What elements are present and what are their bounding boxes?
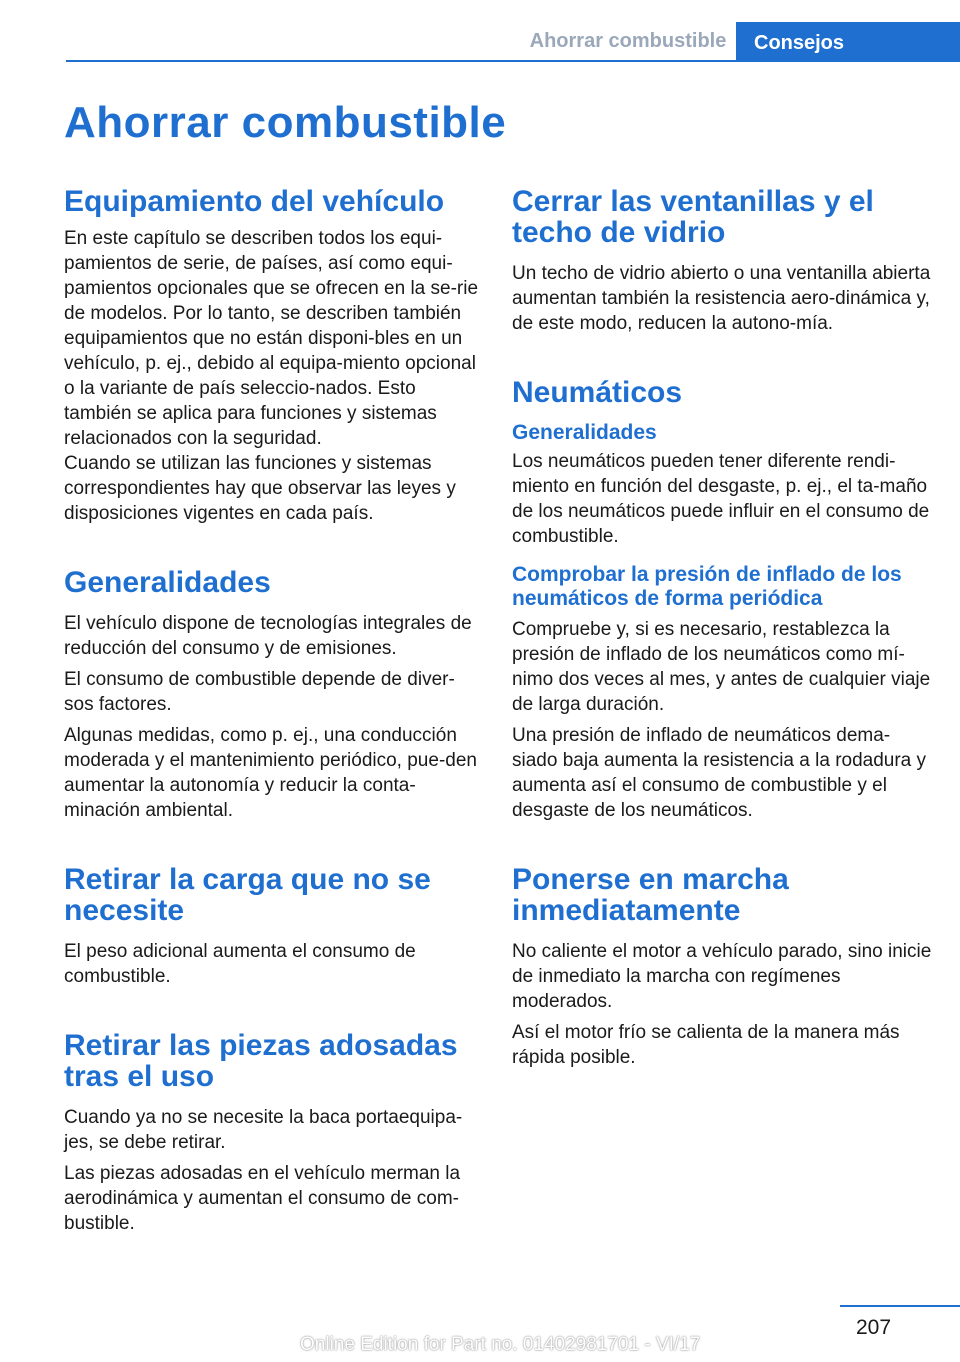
section-title-neumaticos: Neumáticos (512, 376, 683, 409)
header-section-label: Ahorrar combustible (529, 30, 727, 52)
paragraph: Un techo de vidrio abierto o una ventanilla abierta aumentan también la resistencia aero‐dinámica y, de este modo, reducen la autono‐mía. (512, 263, 931, 334)
right-column (512, 186, 932, 1070)
paragraph: Los neumáticos pueden tener diferente rendi‐miento en función del desgaste, p. ej., el ta‐maño de los neumáticos puede influir en el consumo de combustible. (512, 451, 930, 547)
subsection-title-presion: Comprobar la presión de inflado de los neumáticos de forma periódica (512, 563, 902, 610)
left-column (64, 186, 484, 1236)
paragraph: Cuando se utilizan las funciones y sistemas correspondientes hay que observar las leyes y disposiciones vigentes en cada país. (64, 453, 456, 524)
paragraph: Una presión de inflado de neumáticos dema‐siado baja aumenta la resistencia a la rodadura y aumenta así el consumo de combustible y el desgaste de los neumáticos. (512, 725, 927, 821)
page-title: Ahorrar combustible (64, 98, 507, 147)
paragraph: El peso adicional aumenta el consumo de combustible. (64, 941, 416, 987)
section-title-piezas-adosadas: Retirar las piezas adosadas tras el uso (64, 1029, 458, 1093)
paragraph: El consumo de combustible depende de diver‐sos factores. (64, 669, 455, 715)
paragraph: Cuando ya no se necesite la baca portaequipa‐jes, se debe retirar. (64, 1107, 463, 1153)
paragraph: Algunas medidas, como p. ej., una conducción moderada y el mantenimiento periódico, pue‐den aumentar la autonomía y reducir la conta‐minación ambiental. (64, 725, 477, 821)
section-title-retirar-carga: Retirar la carga que no se necesite (64, 863, 431, 927)
footer-edition: Online Edition for Part no. 01402981701 - VI/17 (300, 1334, 701, 1355)
paragraph: Así el motor frío se calienta de la manera más rápida posible. (512, 1022, 900, 1068)
header-tab-consejos: Consejos (736, 22, 960, 62)
paragraph: Compruebe y, si es necesario, restablezca la presión de inflado de los neumáticos como mí‐nimo dos veces al mes, y antes de cualquier viaje de larga duración. (512, 619, 931, 715)
paragraph: El vehículo dispone de tecnologías integrales de reducción del consumo y de emisiones. (64, 613, 472, 659)
subsection-title-generalidades: Generalidades (512, 421, 657, 444)
section-title-generalidades: Generalidades (64, 566, 271, 599)
footer-rule (840, 1305, 960, 1307)
section-title-ponerse-en-marcha: Ponerse en marcha inmediatamente (512, 863, 789, 927)
section-title-equipamiento: Equipamiento del vehículo (64, 185, 445, 218)
paragraph: Las piezas adosadas en el vehículo merman la aerodinámica y aumentan el consumo de com‐bustible. (64, 1163, 461, 1234)
paragraph: No caliente el motor a vehículo parado, sino inicie de inmediato la marcha con regímenes moderados. (512, 941, 932, 1012)
section-title-ventanillas: Cerrar las ventanillas y el techo de vidrio (512, 185, 874, 249)
page-number: 207 (856, 1316, 892, 1339)
paragraph: En este capítulo se describen todos los equi‐pamientos de serie, de países, así como equi‐pamientos opcionales que se ofrecen en la se‐rie de modelos. Por lo tanto, se describen también equipamientos que no están disponi‐bles en un vehículo, p. ej., debido al equipa‐miento opcional o la variante de país seleccio‐nados. Esto también se aplica para funciones y sistemas relacionados con la seguridad. (64, 228, 479, 449)
